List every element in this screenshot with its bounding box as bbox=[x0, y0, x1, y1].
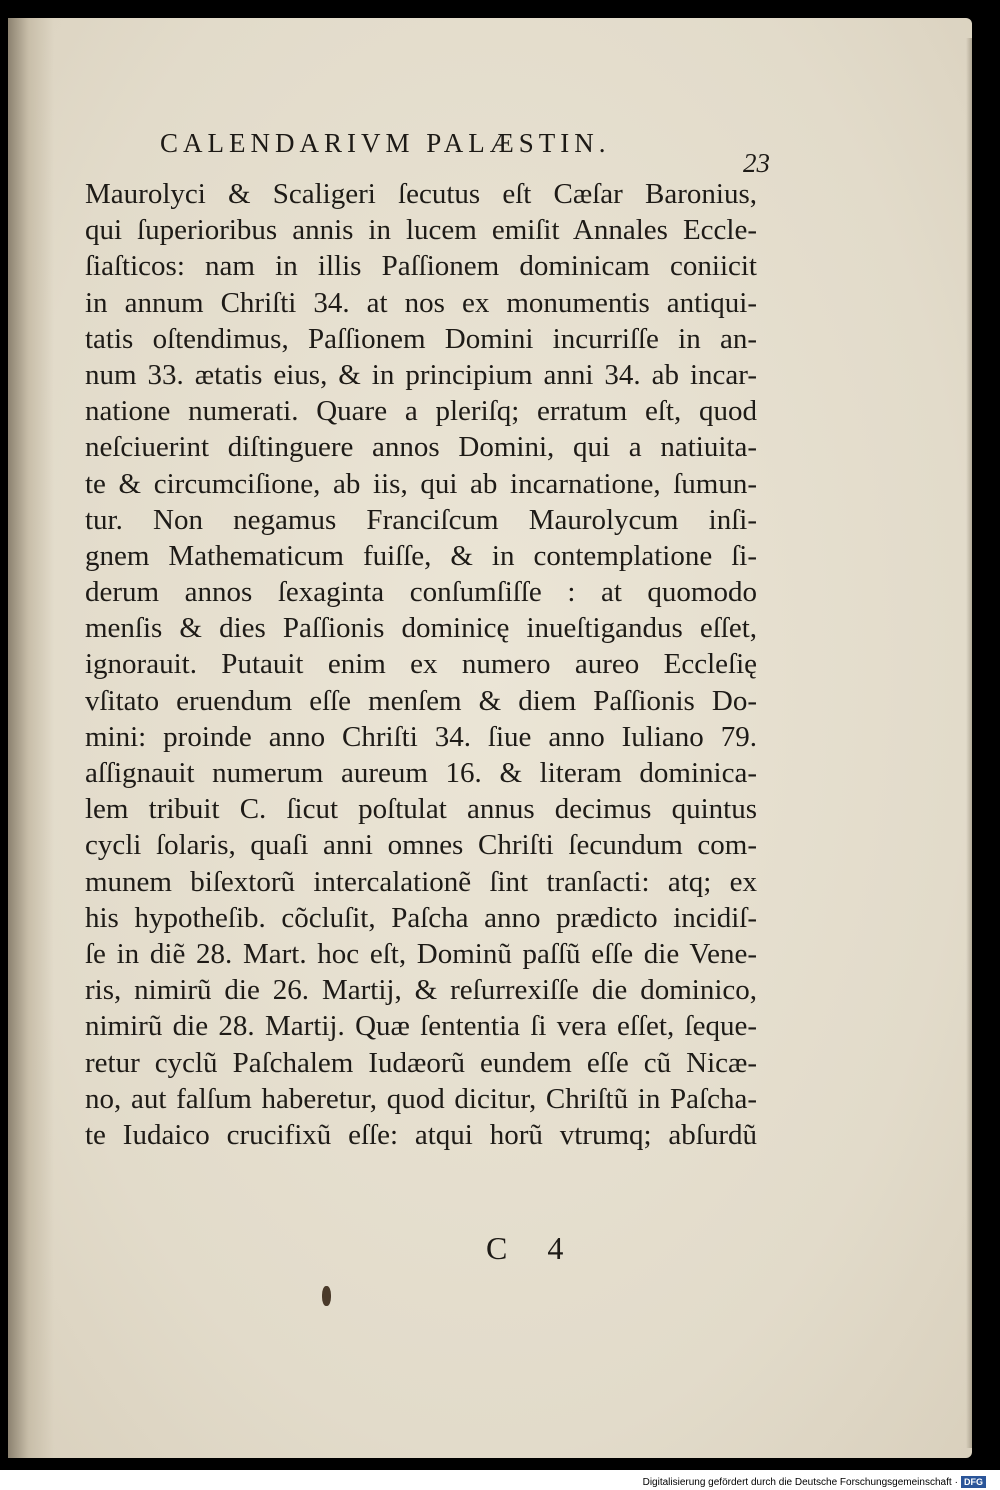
body-text bbox=[85, 176, 757, 1153]
text-line: retur cyclũ Paſchalem Iudæorũ eundem eſſe cũ Nicæ- bbox=[85, 1046, 757, 1079]
text-line: Maurolyci & Scaligeri ſecutus eſt Cæſar Baronius, bbox=[85, 178, 757, 210]
text-line: vſitato eruendum eſſe menſem & diem Paſſionis Do- bbox=[85, 684, 757, 717]
page-header bbox=[160, 128, 770, 178]
text-line: lem tribuit C. ſicut poſtulat annus decimus quintus bbox=[85, 793, 757, 826]
text-line: ris, nimirũ die 26. Martij, & reſurrexiſſe die dominico, bbox=[85, 974, 757, 1007]
text-line: cycli ſolaris, quaſi anni omnes Chriſti ſecundum com- bbox=[85, 829, 757, 862]
text-line: no, aut falſum haberetur, quod dicitur, Chriſtũ in Paſcha- bbox=[85, 1082, 757, 1115]
text-line: te Iudaico crucifixũ eſſe: atqui horũ vtrumq; abſurdũ bbox=[85, 1118, 757, 1151]
running-head: CALENDARIVM PALÆSTIN. bbox=[160, 128, 611, 158]
text-line: qui ſuperioribus annis in lucem emiſit Annales Eccle- bbox=[85, 214, 757, 247]
page-edge bbox=[966, 38, 972, 1448]
text-line: natione numerati. Quare a pleriſq; erratum eſt, quod bbox=[85, 395, 757, 428]
ink-blot bbox=[322, 1286, 331, 1306]
text-line: mini: proinde anno Chriſti 34. ſiue anno Iuliano 79. bbox=[85, 720, 757, 753]
book-page bbox=[8, 18, 972, 1458]
text-line: te & circumciſione, ab iis, qui ab incarnatione, ſumun- bbox=[85, 467, 757, 500]
text-line: nimirũ die 28. Martij. Quæ ſententia ſi vera eſſet, ſeque- bbox=[85, 1010, 757, 1043]
credit-text: Digitalisierung gefördert durch die Deutsche Forschungsgemeinschaft bbox=[642, 1476, 952, 1488]
credit-separator: · bbox=[954, 1476, 958, 1488]
text-line: derum annos ſexaginta conſumſiſſe : at quomodo bbox=[85, 576, 757, 609]
dfg-logo-icon: DFG bbox=[961, 1476, 986, 1488]
text-line: num 33. ætatis eius, & in principium anni 34. ab incar- bbox=[85, 358, 757, 391]
page-number: 23 bbox=[743, 148, 770, 178]
text-line: ignorauit. Putauit enim ex numero aureo Eccleſię bbox=[85, 648, 757, 681]
text-line: menſis & dies Paſſionis dominicę inueſtigandus eſſet, bbox=[85, 612, 757, 645]
text-line: ſiaſticos: nam in illis Paſſionem dominicam coniicit bbox=[85, 250, 757, 283]
footer-credit bbox=[643, 1476, 986, 1488]
text-line: his hypotheſib. cõcluſit, Paſcha anno prædicto incidiſ- bbox=[85, 901, 757, 934]
text-line: in annum Chriſti 34. at nos ex monumentis antiqui- bbox=[85, 286, 757, 319]
text-line: tatis oſtendimus, Paſſionem Domini incurriſſe in an- bbox=[85, 322, 757, 355]
text-line: tur. Non negamus Franciſcum Maurolycum inſi- bbox=[85, 503, 757, 536]
text-line: ſe in diẽ 28. Mart. hoc eſt, Dominũ paſſũ eſſe die Vene- bbox=[85, 937, 757, 970]
text-line: gnem Mathematicum fuiſſe, & in contemplatione ſi- bbox=[85, 539, 757, 572]
text-line: neſciuerint diſtinguere annos Domini, qui a natiuita- bbox=[85, 431, 757, 464]
text-line: aſſignauit numerum aureum 16. & literam dominica- bbox=[85, 757, 757, 789]
gutter-shadow bbox=[8, 18, 54, 1458]
text-line: munem biſextorũ intercalationẽ ſint tranſacti: atq; ex bbox=[85, 865, 757, 898]
signature-mark: C 4 bbox=[486, 1230, 580, 1266]
